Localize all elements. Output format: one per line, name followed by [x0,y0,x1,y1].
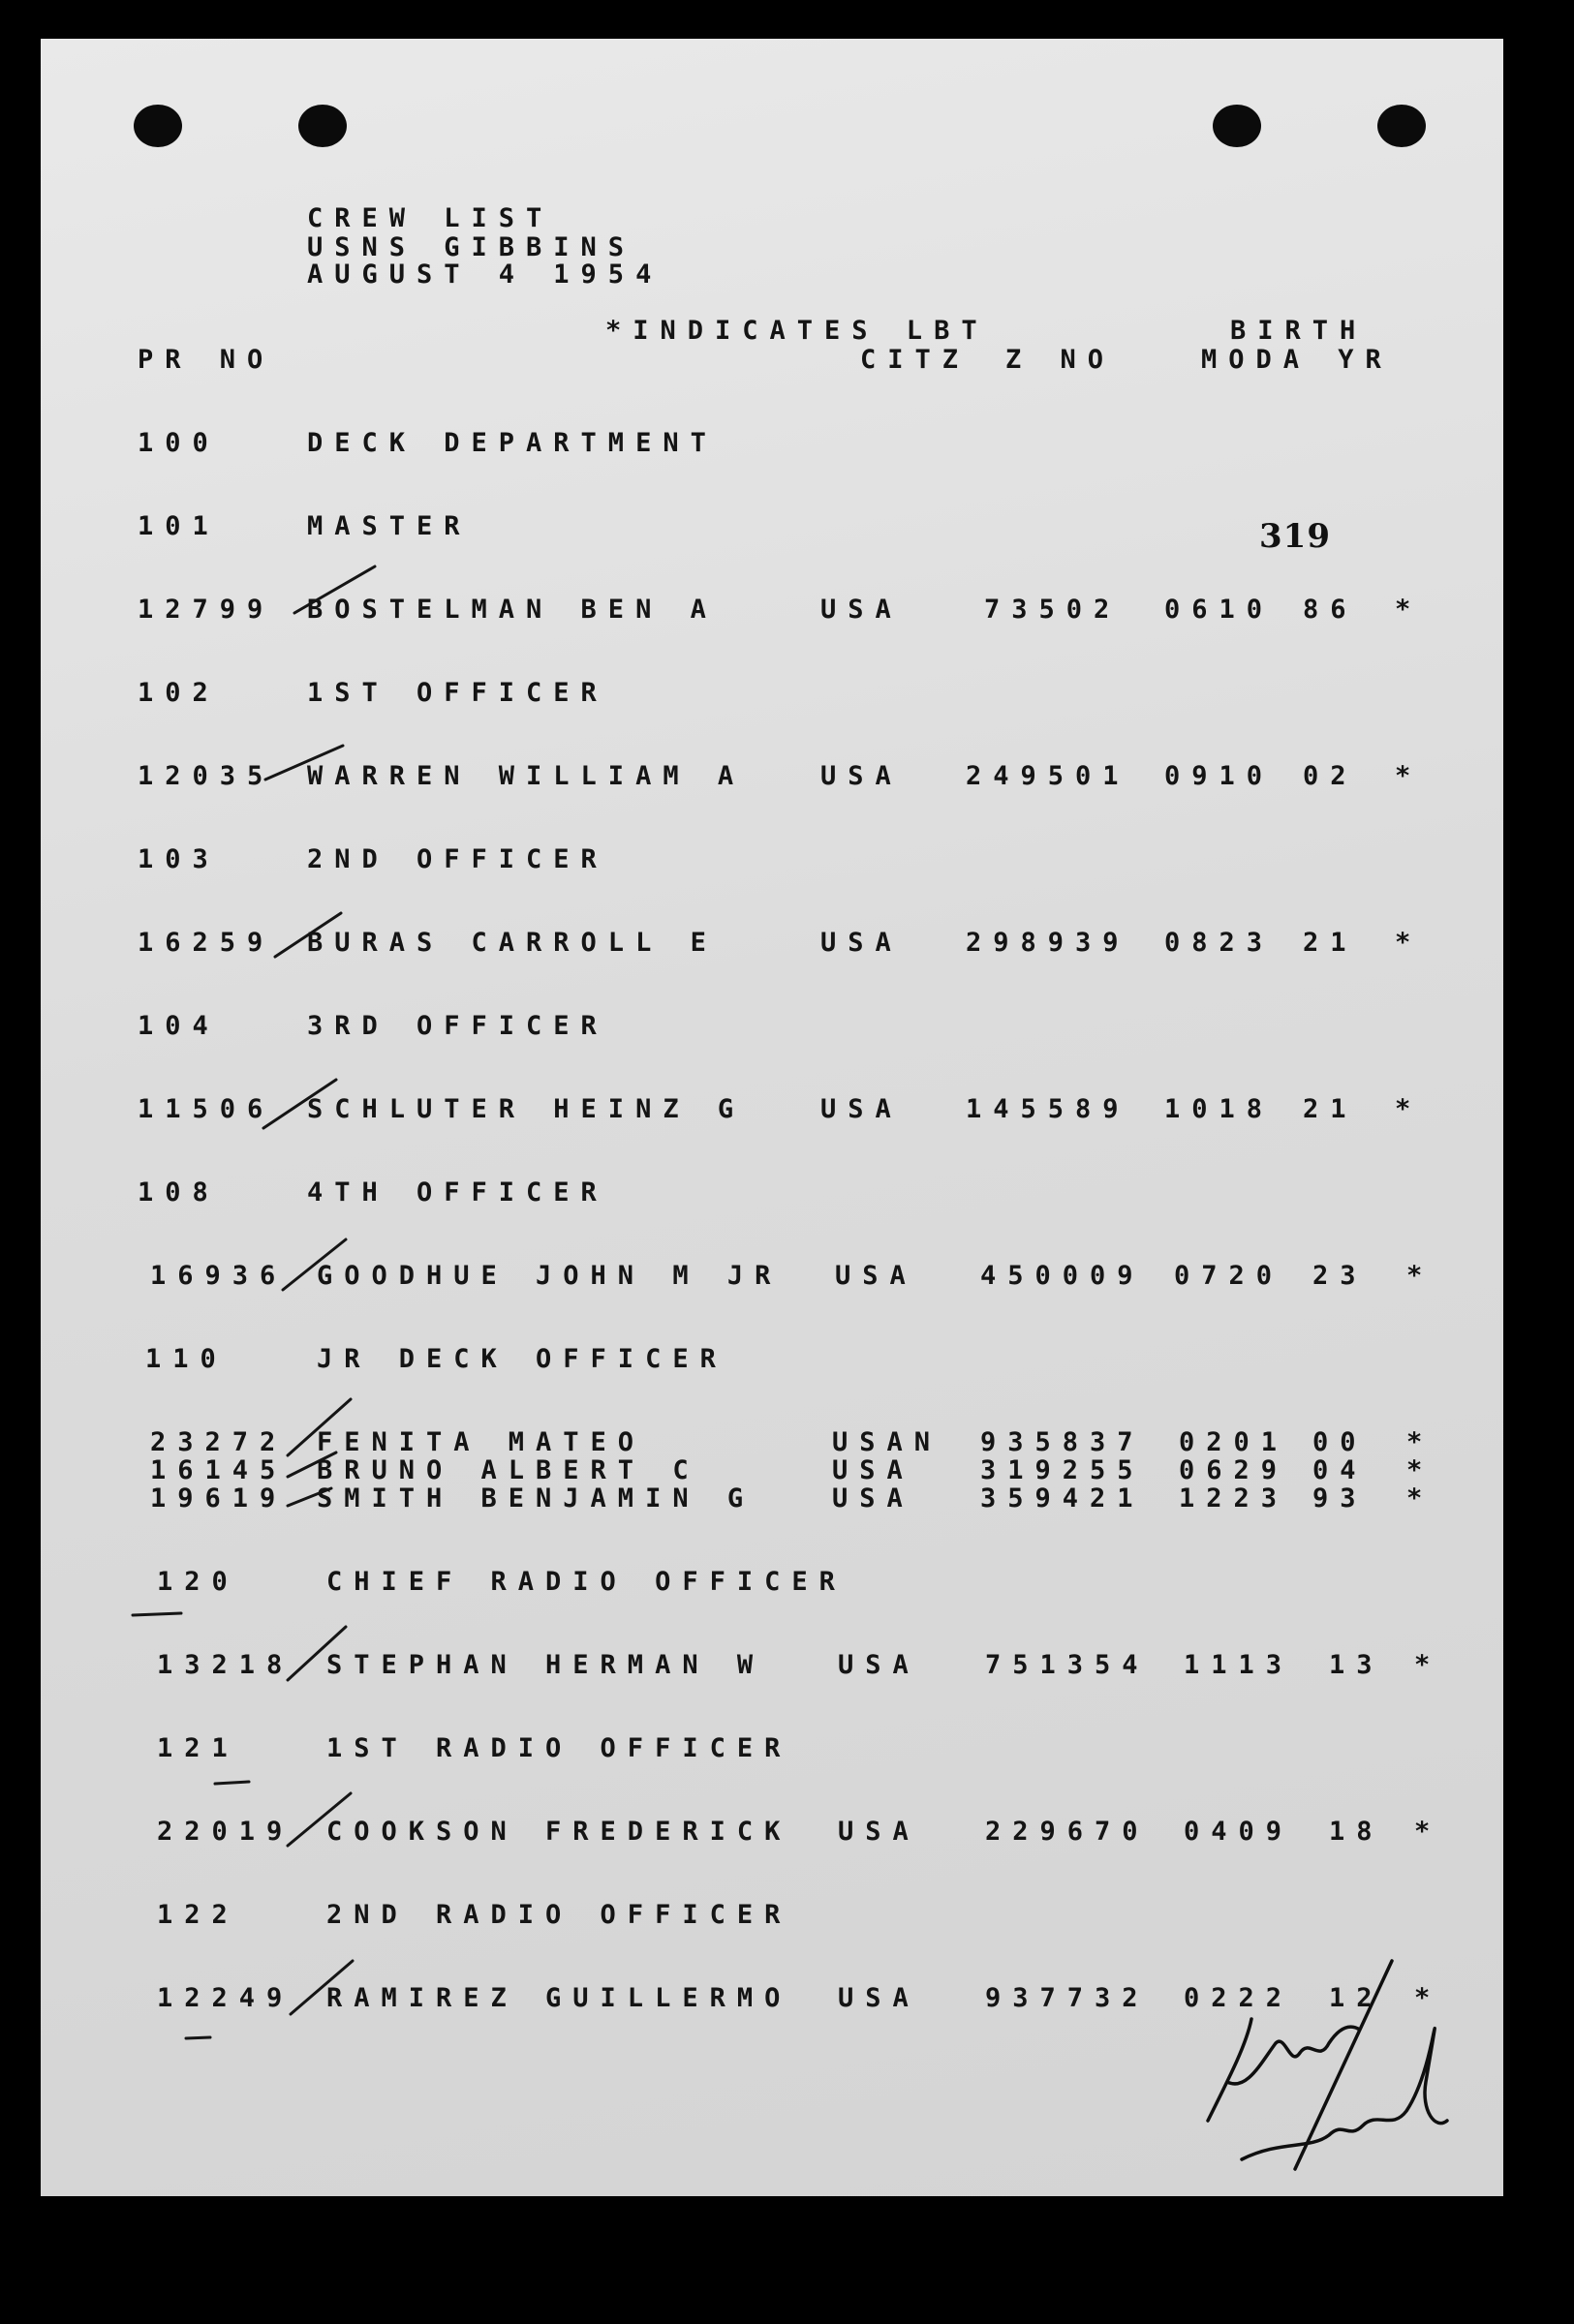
margin-dash [215,1782,249,1784]
margin-dash [186,2037,210,2038]
page-stamp-number: 319 [1259,517,1331,556]
col-moda-yr: MODA YR [1201,345,1393,375]
crew-birth-yr: 13 [1329,1650,1384,1680]
section-title: 3RD OFFICER [307,1011,608,1041]
check-mark [288,1488,331,1506]
check-mark [283,1239,346,1290]
check-mark [275,913,341,957]
lbt-marker: * [1414,1650,1442,1680]
crew-birth-yr: 04 [1312,1455,1368,1485]
crew-name: GOODHUE JOHN M JR [317,1261,783,1291]
crew-name: WARREN WILLIAM A [307,761,746,791]
crew-name: BRUNO ALBERT C [317,1455,700,1485]
crew-name: BURAS CARROLL E [307,928,718,958]
crew-birth-yr: 86 [1303,595,1358,625]
section-code: 100 [138,428,220,458]
crew-citizenship: USA [820,595,903,625]
crew-citizenship: USA [820,761,903,791]
check-mark [288,1627,346,1680]
lbt-marker: * [1395,928,1423,958]
crew-birth-moda: 0629 [1179,1455,1289,1485]
crew-birth-moda: 0823 [1164,928,1275,958]
check-mark [288,1399,351,1455]
lbt-marker: * [1414,1817,1442,1847]
crew-citizenship: USA [835,1261,917,1291]
section-title: 2ND RADIO OFFICER [326,1900,792,1930]
lbt-marker: * [1406,1427,1435,1457]
crew-birth-yr: 12 [1329,1983,1384,2013]
section-code: 110 [145,1344,228,1374]
crew-citizenship: USA [832,1483,914,1514]
check-mark [263,1080,336,1128]
col-citz: CITZ [860,345,971,375]
crew-birth-yr: 18 [1329,1817,1384,1847]
crew-z-number: 359421 [980,1483,1145,1514]
title-date: AUGUST 4 1954 [307,260,664,290]
crew-birth-yr: 02 [1303,761,1358,791]
crew-citizenship: USA [820,928,903,958]
crew-pr-no: 19619 [150,1483,288,1514]
crew-z-number: 229670 [985,1817,1150,1847]
col-birth: BIRTH [1230,316,1368,346]
section-title: 1ST RADIO OFFICER [326,1733,792,1763]
section-title: 4TH OFFICER [307,1177,608,1208]
crew-citizenship: USA [838,1817,920,1847]
crew-name: STEPHAN HERMAN W [326,1650,765,1680]
check-mark [294,566,375,613]
crew-pr-no: 13218 [157,1650,294,1680]
crew-name: COOKSON FREDERICK [326,1817,792,1847]
lbt-marker: * [1406,1483,1435,1514]
crew-citizenship: USA [832,1455,914,1485]
crew-list-page [41,39,1503,2196]
check-mark [265,746,343,780]
crew-pr-no: 22019 [157,1817,294,1847]
crew-pr-no: 16936 [150,1261,288,1291]
section-title: 1ST OFFICER [307,678,608,708]
crew-name: SMITH BENJAMIN G [317,1483,756,1514]
section-title: DECK DEPARTMENT [307,428,718,458]
crew-z-number: 751354 [985,1650,1150,1680]
crew-pr-no: 12249 [157,1983,294,2013]
section-title: JR DECK OFFICER [317,1344,727,1374]
title-crew-list: CREW LIST [307,203,554,233]
crew-birth-moda: 1018 [1164,1094,1275,1124]
crew-z-number: 73502 [984,595,1122,625]
crew-pr-no: 16259 [138,928,275,958]
lbt-marker: * [1395,595,1423,625]
crew-pr-no: 12035 [138,761,275,791]
section-code: 120 [157,1567,239,1597]
crew-pr-no: 23272 [150,1427,288,1457]
section-title: CHIEF RADIO OFFICER [326,1567,847,1597]
section-title: 2ND OFFICER [307,844,608,874]
check-mark [288,1793,351,1846]
section-code: 103 [138,844,220,874]
check-mark [41,39,1503,2196]
crew-z-number: 935837 [980,1427,1145,1457]
crew-birth-yr: 21 [1303,1094,1358,1124]
crew-z-number: 319255 [980,1455,1145,1485]
lbt-note: *INDICATES LBT [605,316,989,346]
col-z-no: Z NO [1005,345,1116,375]
section-title: MASTER [307,511,472,541]
col-pr-no: PR NO [138,345,275,375]
crew-z-number: 937732 [985,1983,1150,2013]
crew-birth-moda: 0201 [1179,1427,1289,1457]
crew-birth-moda: 1223 [1179,1483,1289,1514]
crew-birth-moda: 0610 [1164,595,1275,625]
crew-pr-no: 16145 [150,1455,288,1485]
crew-name: RAMIREZ GUILLERMO [326,1983,792,2013]
crew-z-number: 249501 [966,761,1130,791]
section-code: 121 [157,1733,239,1763]
crew-citizenship: USAN [832,1427,942,1457]
crew-citizenship: USA [820,1094,903,1124]
crew-name: BOSTELMAN BEN A [307,595,718,625]
lbt-marker: * [1414,1983,1442,2013]
crew-name: FENITA MATEO [317,1427,646,1457]
crew-z-number: 450009 [980,1261,1145,1291]
crew-birth-moda: 1113 [1184,1650,1294,1680]
section-code: 101 [138,511,220,541]
crew-birth-yr: 93 [1312,1483,1368,1514]
crew-birth-moda: 0720 [1174,1261,1284,1291]
lbt-marker: * [1406,1455,1435,1485]
handwritten-signature [1208,1961,1447,2169]
crew-citizenship: USA [838,1650,920,1680]
margin-dash [133,1613,181,1615]
crew-z-number: 298939 [966,928,1130,958]
lbt-marker: * [1395,1094,1423,1124]
section-code: 108 [138,1177,220,1208]
crew-birth-moda: 0409 [1184,1817,1294,1847]
crew-birth-yr: 21 [1303,928,1358,958]
crew-birth-moda: 0910 [1164,761,1275,791]
crew-birth-yr: 23 [1312,1261,1368,1291]
crew-birth-moda: 0222 [1184,1983,1294,2013]
section-code: 122 [157,1900,239,1930]
crew-pr-no: 12799 [138,595,275,625]
section-code: 104 [138,1011,220,1041]
crew-pr-no: 11506 [138,1094,275,1124]
lbt-marker: * [1406,1261,1435,1291]
crew-name: SCHLUTER HEINZ G [307,1094,746,1124]
lbt-marker: * [1395,761,1423,791]
title-vessel: USNS GIBBINS [307,232,636,262]
crew-citizenship: USA [838,1983,920,2013]
crew-z-number: 145589 [966,1094,1130,1124]
section-code: 102 [138,678,220,708]
check-mark [291,1961,353,2014]
check-mark [288,1452,336,1477]
crew-birth-yr: 00 [1312,1427,1368,1457]
